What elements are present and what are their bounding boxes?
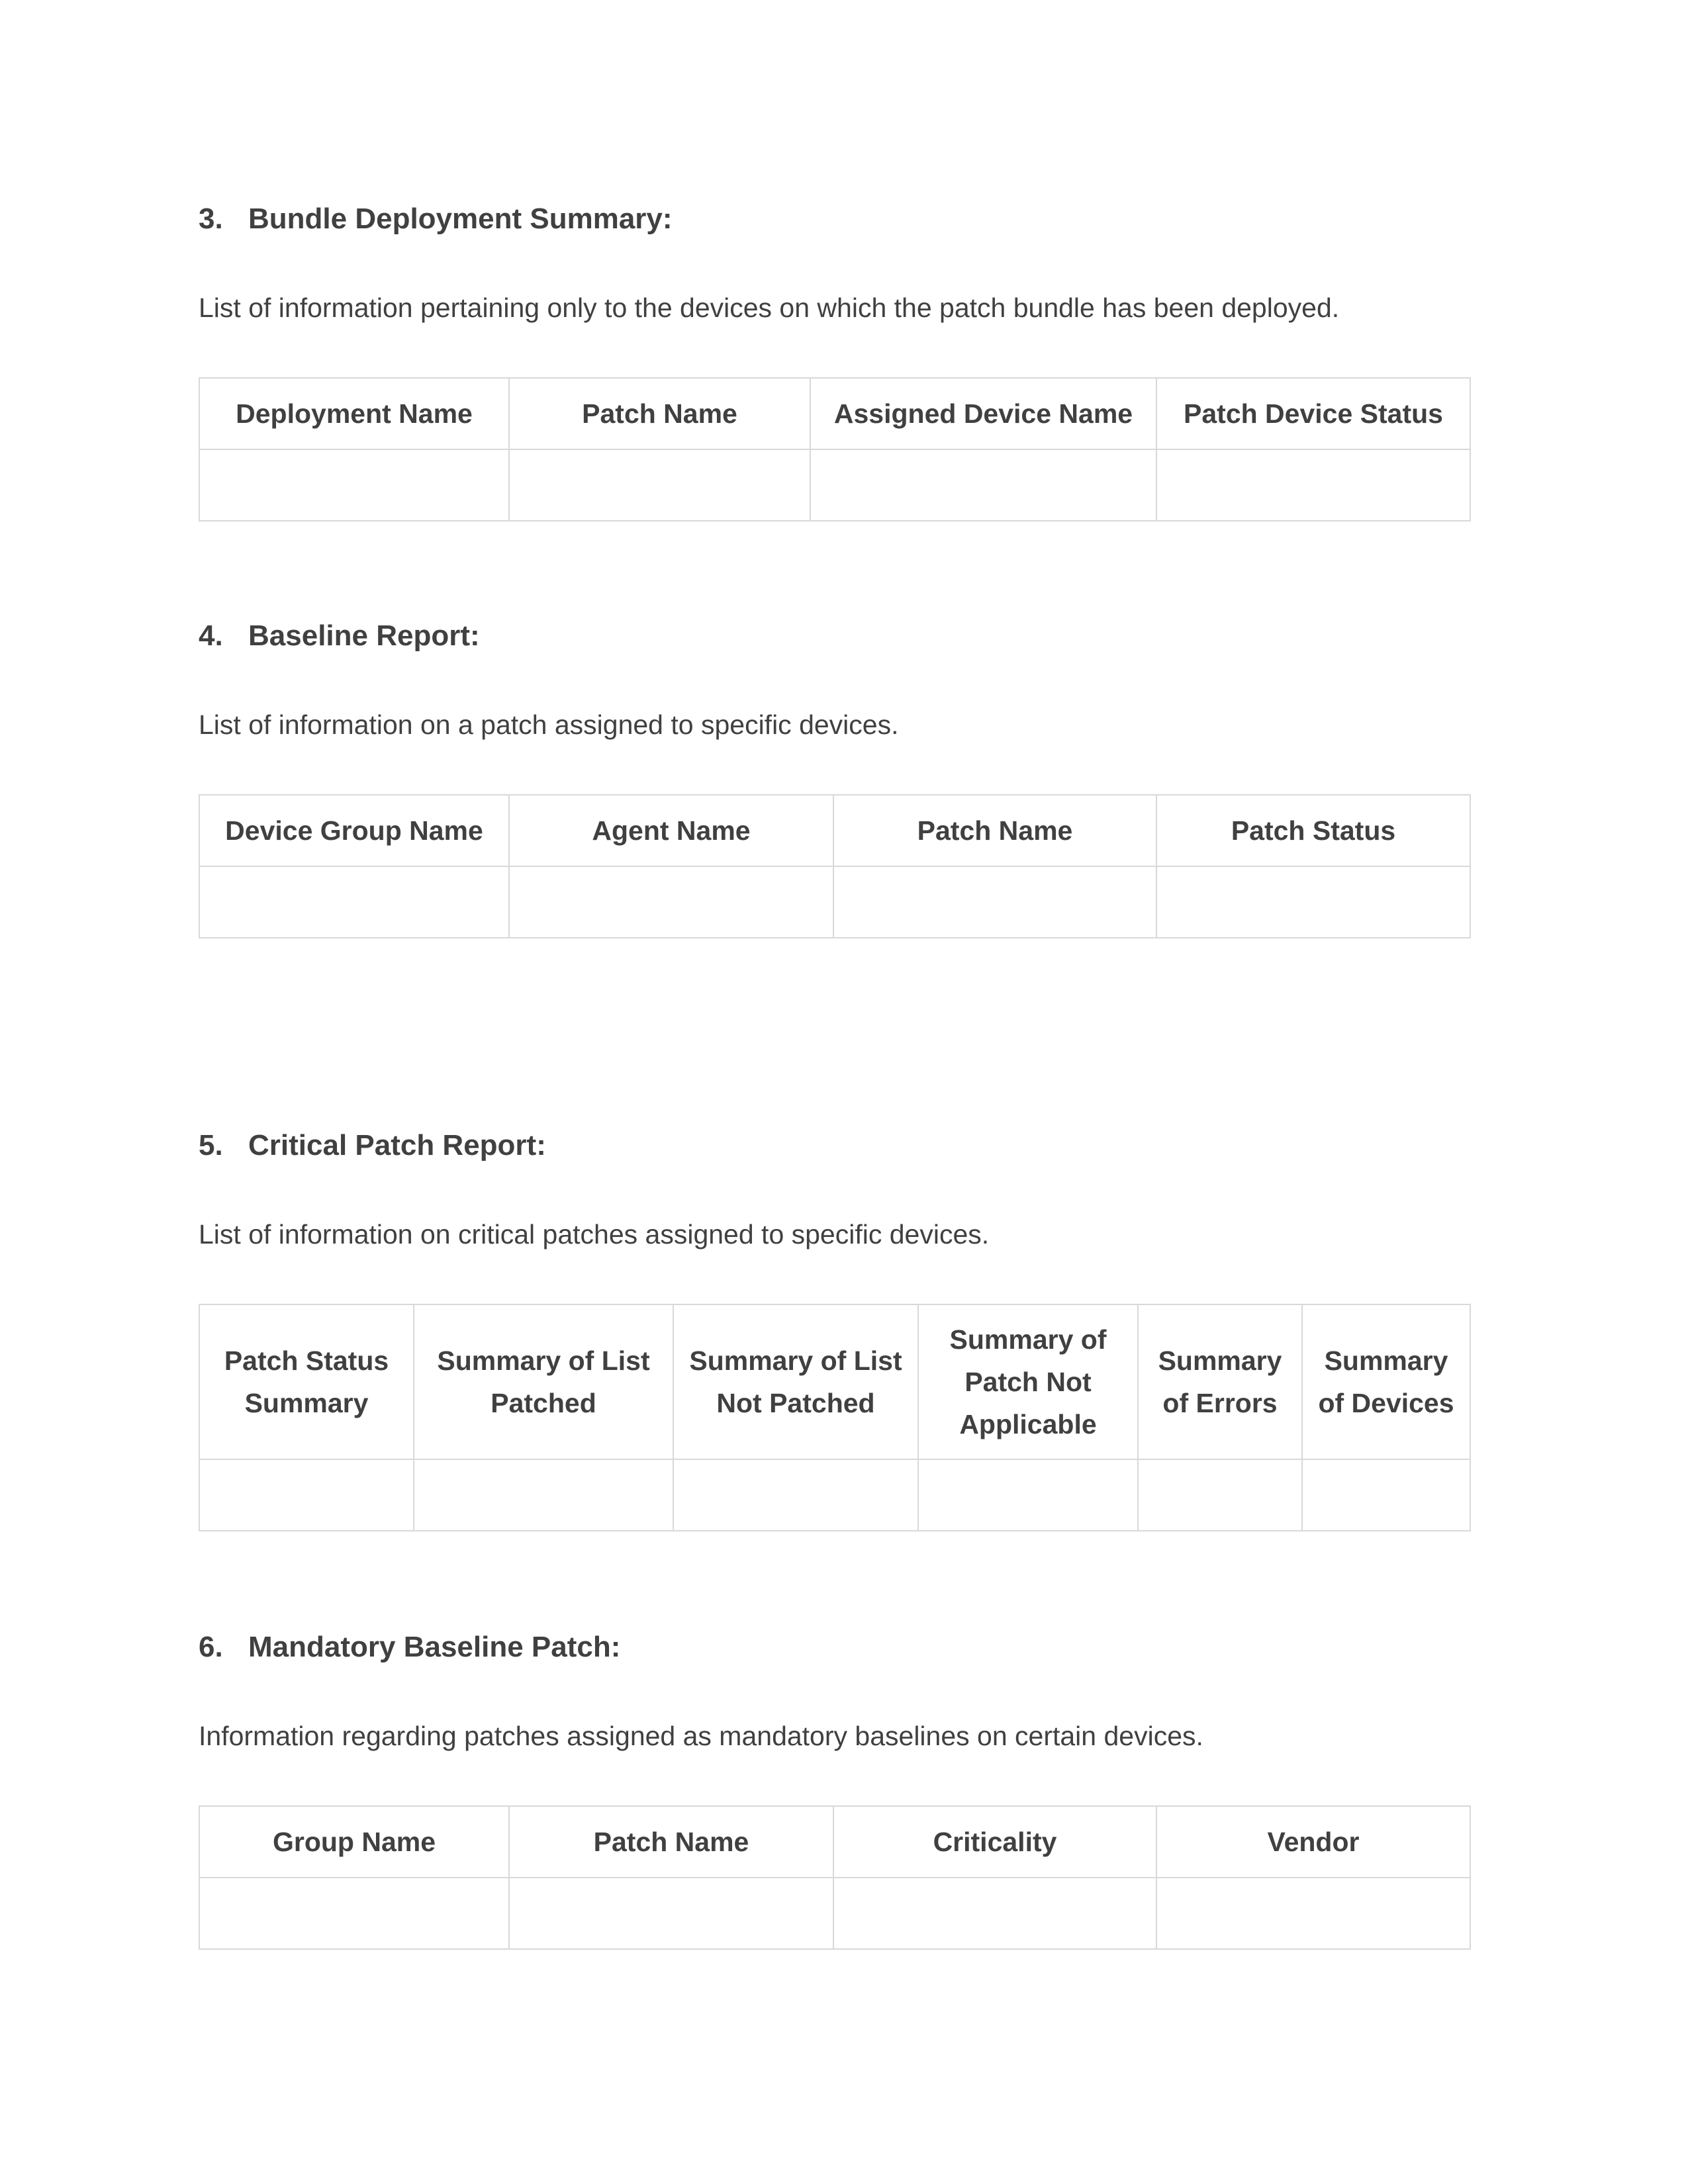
- section-heading: [199, 621, 480, 651]
- section-number: 6.: [199, 1631, 223, 1663]
- baseline-report-table: [199, 794, 1471, 938]
- column-header: Summary of Patch Not Applicable: [918, 1304, 1138, 1459]
- table-cell[interactable]: [1138, 1459, 1302, 1531]
- section-title: Critical Patch Report:: [248, 1129, 546, 1161]
- table-cell[interactable]: [1156, 866, 1470, 938]
- table-cell[interactable]: [1156, 449, 1470, 521]
- section-description: Information regarding patches assigned as mandatory baselines on certain devices.: [199, 1721, 1203, 1751]
- table-header-row: [199, 1806, 1470, 1878]
- column-header: Patch Name: [509, 378, 810, 449]
- section-title: Baseline Report:: [248, 619, 480, 652]
- column-header: Patch Status: [1156, 795, 1470, 866]
- table-cell[interactable]: [414, 1459, 673, 1531]
- column-header: Summary of Devices: [1302, 1304, 1470, 1459]
- column-header: Patch Name: [833, 795, 1156, 866]
- section-title: Mandatory Baseline Patch:: [248, 1631, 621, 1663]
- column-header: Assigned Device Name: [810, 378, 1156, 449]
- section-heading: [199, 205, 673, 234]
- section-number: 3.: [199, 203, 223, 235]
- table-row: [199, 1459, 1470, 1531]
- section-number: 5.: [199, 1129, 223, 1161]
- table-cell[interactable]: [833, 1878, 1156, 1949]
- table-cell[interactable]: [199, 449, 509, 521]
- column-header: Patch Status Summary: [199, 1304, 414, 1459]
- table-cell[interactable]: [918, 1459, 1138, 1531]
- table-cell[interactable]: [509, 866, 833, 938]
- section-number: 4.: [199, 619, 223, 652]
- table-row: [199, 449, 1470, 521]
- section-title: Bundle Deployment Summary:: [248, 203, 673, 235]
- section-description: List of information pertaining only to the devices on which the patch bundle has been deployed.: [199, 293, 1340, 323]
- column-header: Agent Name: [509, 795, 833, 866]
- column-header: Group Name: [199, 1806, 509, 1878]
- table-cell[interactable]: [199, 1459, 414, 1531]
- table-header-row: [199, 1304, 1470, 1459]
- column-header: Summary of Errors: [1138, 1304, 1302, 1459]
- section-heading: [199, 1633, 620, 1662]
- column-header: Summary of List Not Patched: [673, 1304, 918, 1459]
- table-row: [199, 866, 1470, 938]
- table-cell[interactable]: [673, 1459, 918, 1531]
- table-cell[interactable]: [1156, 1878, 1470, 1949]
- critical-patch-table: [199, 1304, 1471, 1531]
- table-header-row: [199, 795, 1470, 866]
- table-header-row: [199, 378, 1470, 449]
- column-header: Vendor: [1156, 1806, 1470, 1878]
- column-header: Criticality: [833, 1806, 1156, 1878]
- mandatory-baseline-table: [199, 1805, 1471, 1950]
- table-cell[interactable]: [810, 449, 1156, 521]
- column-header: Summary of List Patched: [414, 1304, 673, 1459]
- bundle-deployment-table: [199, 377, 1471, 522]
- table-cell[interactable]: [199, 1878, 509, 1949]
- column-header: Patch Name: [509, 1806, 833, 1878]
- table-cell[interactable]: [833, 866, 1156, 938]
- section-description: List of information on a patch assigned to specific devices.: [199, 709, 899, 740]
- table-cell[interactable]: [509, 1878, 833, 1949]
- table-row: [199, 1878, 1470, 1949]
- table-cell[interactable]: [1302, 1459, 1470, 1531]
- column-header: Device Group Name: [199, 795, 509, 866]
- section-heading: [199, 1131, 546, 1160]
- column-header: Deployment Name: [199, 378, 509, 449]
- table-cell[interactable]: [199, 866, 509, 938]
- column-header: Patch Device Status: [1156, 378, 1470, 449]
- table-cell[interactable]: [509, 449, 810, 521]
- section-description: List of information on critical patches assigned to specific devices.: [199, 1219, 990, 1250]
